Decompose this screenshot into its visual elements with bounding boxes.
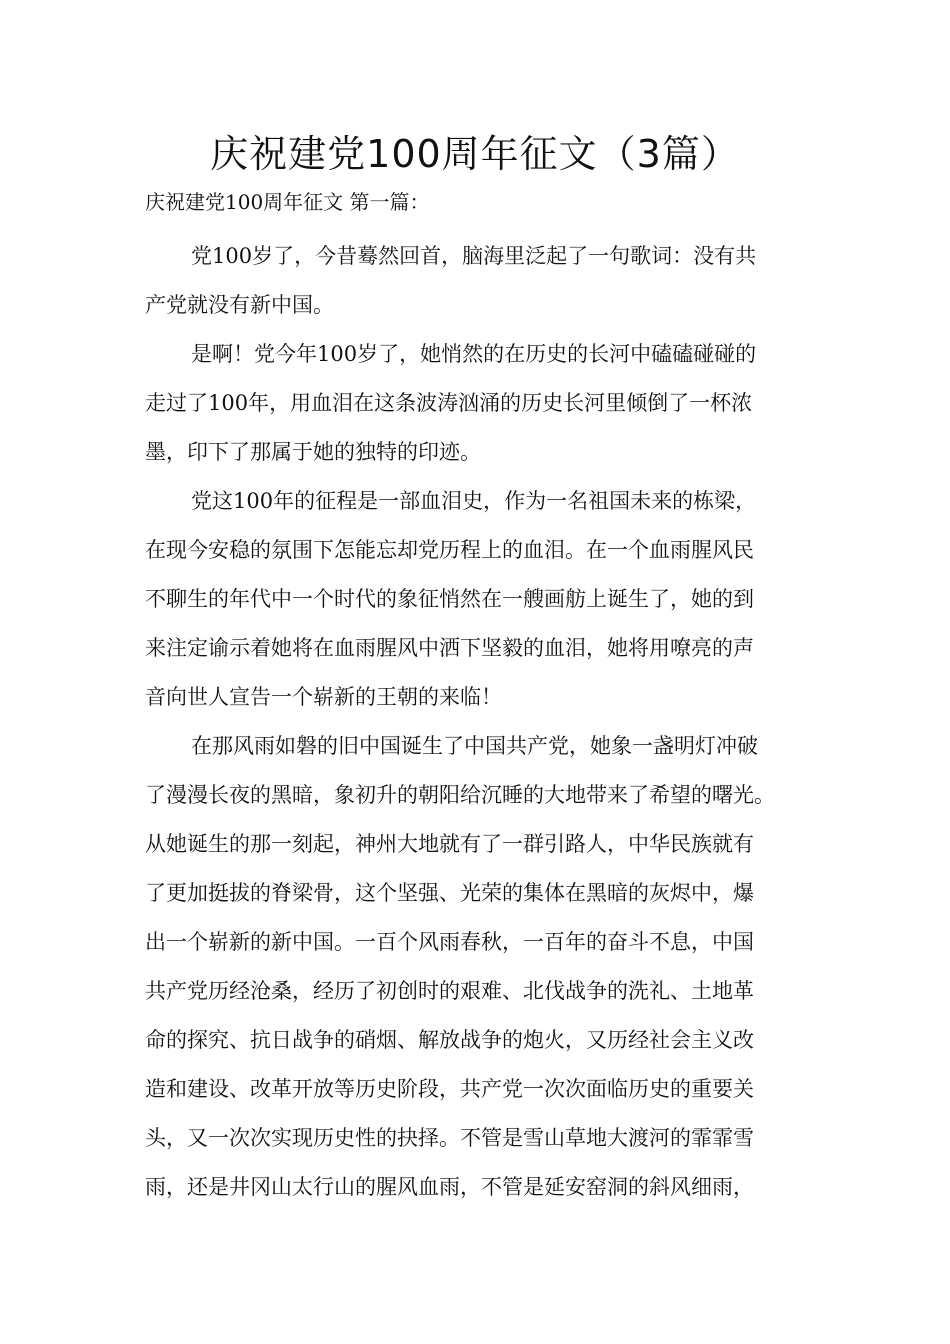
- paragraph-1: [145, 232, 810, 330]
- paragraph-line: 音向世人宣告一个崭新的王朝的来临！: [145, 685, 502, 709]
- paragraph-line: 党100岁了，今昔蓦然回首，脑海里泛起了一句歌词：没有共: [191, 244, 757, 268]
- paragraph-line: 在现今安稳的氛围下怎能忘却党历程上的血泪。在一个血雨腥风民: [145, 538, 754, 562]
- paragraph-3: [145, 477, 810, 722]
- paragraph-2: [145, 330, 810, 477]
- document-title: 庆祝建党100周年征文（3篇）: [210, 132, 740, 176]
- paragraph-line: 命的探究、抗日战争的硝烟、解放战争的炮火，又历经社会主义改: [145, 1028, 754, 1052]
- paragraph-line: 雨，还是井冈山太行山的腥风血雨，不管是延安窑洞的斜风细雨，: [145, 1175, 754, 1199]
- paragraph-line: 不聊生的年代中一个时代的象征悄然在一艘画舫上诞生了，她的到: [145, 587, 754, 611]
- paragraph-line: 墨，印下了那属于她的独特的印迹。: [145, 440, 481, 464]
- paragraph-line: 出一个崭新的新中国。一百个风雨春秋，一百年的奋斗不息，中国: [145, 930, 754, 954]
- document-body: [145, 232, 810, 1212]
- paragraph-line: 共产党历经沧桑，经历了初创时的艰难、北伐战争的洗礼、土地革: [145, 979, 754, 1003]
- section-heading: 庆祝建党100周年征文 第一篇：: [145, 190, 430, 214]
- paragraph-4: [145, 722, 810, 1212]
- paragraph-line: 造和建设、改革开放等历史阶段，共产党一次次面临历史的重要关: [145, 1077, 754, 1101]
- paragraph-line: 党这100年的征程是一部血泪史，作为一名祖国未来的栋梁，: [191, 489, 757, 513]
- paragraph-line: 是啊！党今年100岁了，她悄然的在历史的长河中磕磕碰碰的: [191, 342, 757, 366]
- paragraph-line: 在那风雨如磐的旧中国诞生了中国共产党，她象一盏明灯冲破: [191, 734, 758, 758]
- paragraph-line: 走过了100年，用血泪在这条波涛汹涌的历史长河里倾倒了一杯浓: [145, 391, 753, 415]
- paragraph-line: 了更加挺拔的脊梁骨，这个坚强、光荣的集体在黑暗的灰烬中，爆: [145, 881, 754, 905]
- paragraph-line: 来注定谕示着她将在血雨腥风中洒下坚毅的血泪，她将用嘹亮的声: [145, 636, 754, 660]
- paragraph-line: 头，又一次次实现历史性的抉择。不管是雪山草地大渡河的霏霏雪: [145, 1126, 754, 1150]
- paragraph-line: 产党就没有新中国。: [145, 293, 334, 317]
- paragraph-line: 了漫漫长夜的黑暗，象初升的朝阳给沉睡的大地带来了希望的曙光。: [145, 783, 775, 807]
- paragraph-line: 从她诞生的那一刻起，神州大地就有了一群引路人，中华民族就有: [145, 832, 754, 856]
